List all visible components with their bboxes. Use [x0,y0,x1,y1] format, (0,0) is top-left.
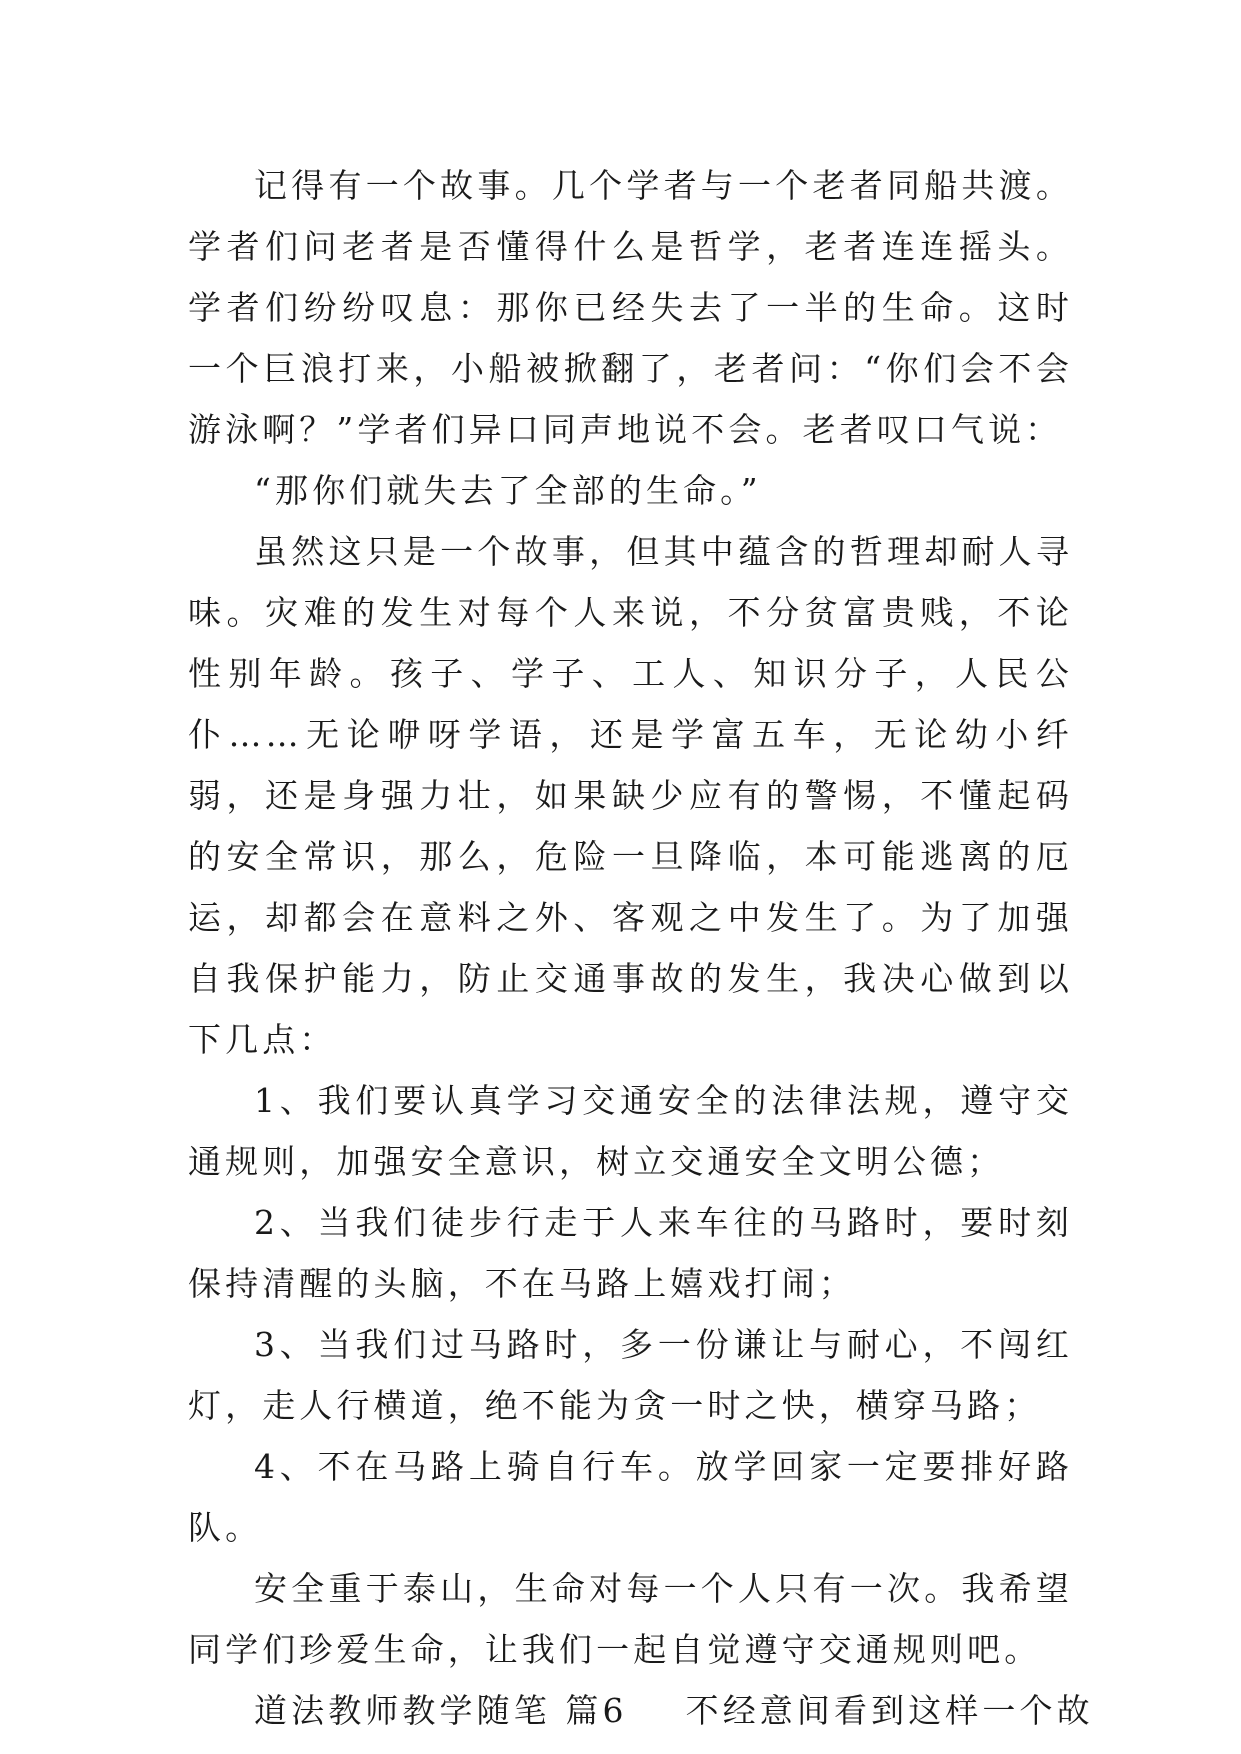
paragraph-quote: “那你们就失去了全部的生命。” [254,471,762,510]
section-heading-line [188,1680,1094,1741]
paragraph-reflection: 虽然这只是一个故事，但其中蕴含的哲理却耐人寻味。灾难的发生对每个人来说，不分贫富贵贱，不论性别年龄。孩子、学子、工人、知识分子，人民公仆……无论咿呀学语，还是学富五车，无论幼小纤弱，还是身强力壮，如果缺少应有的警惕，不懂起码的安全常识，那么，危险一旦降临，本可能逃离的厄运，却都会在意料之外、客观之中发生了。为了加强自我保护能力，防止交通事故的发生，我决心做到以下几点： [188,532,1073,1059]
paragraph-conclusion: 安全重于泰山，生命对每一个人只有一次。我希望同学们珍爱生命，让我们一起自觉遵守交通规则吧。 [188,1569,1073,1669]
paragraph-point-3: 3、当我们过马路时，多一份谦让与耐心，不闯红灯，走人行横道，绝不能为贪一时之快，横穿马路； [188,1325,1073,1425]
paragraph-point-4: 4、不在马路上骑自行车。放学回家一定要排好路队。 [188,1447,1073,1547]
section-heading: 道法教师教学随笔 篇6 [254,1691,628,1730]
paragraph-point-2: 2、当我们徒步行走于人来车往的马路时，要时刻保持清醒的头脑，不在马路上嬉戏打闹； [188,1203,1073,1303]
section-continuation: 不经意间看到这样一个故 [685,1691,1094,1730]
paragraph-point-1: 1、我们要认真学习交通安全的法律法规，遵守交通规则，加强安全意识，树立交通安全文明公德； [188,1081,1073,1181]
paragraph-story: 记得有一个故事。几个学者与一个老者同船共渡。学者们问老者是否懂得什么是哲学，老者连连摇头。学者们纷纷叹息：那你已经失去了一半的生命。这时一个巨浪打来，小船被掀翻了，老者问：“你们会不会游泳啊？”学者们异口同声地说不会。老者叹口气说： [188,166,1073,449]
document-body [188,155,1094,1741]
